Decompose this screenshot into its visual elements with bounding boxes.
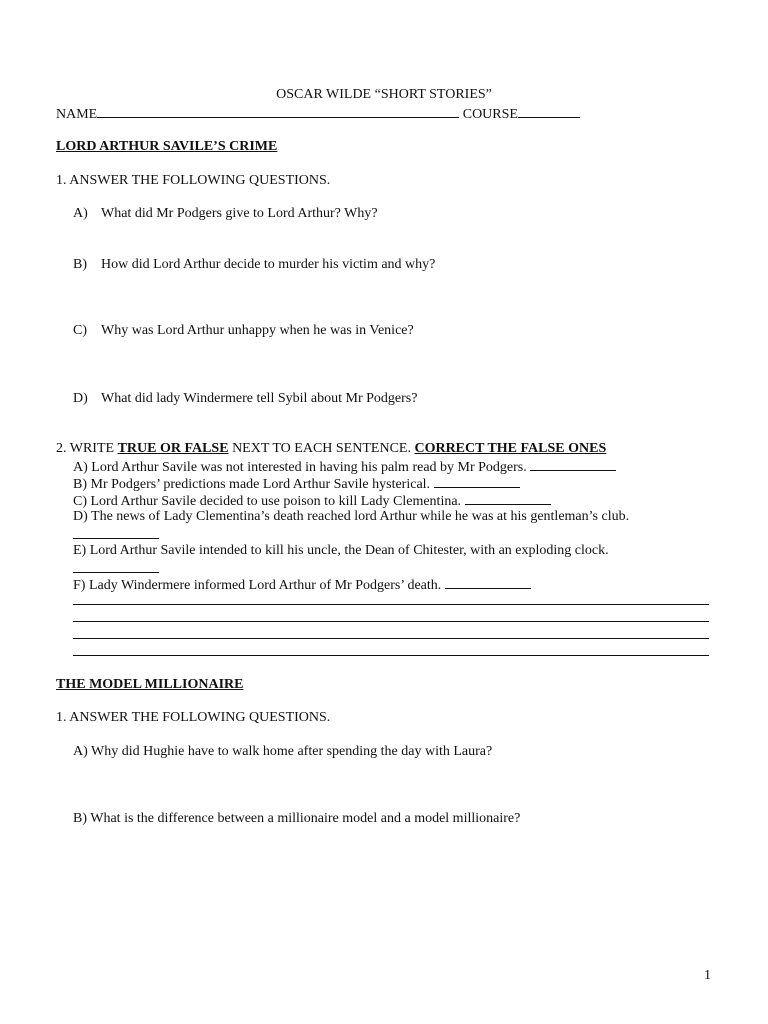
section-title-lord-arthur: LORD ARTHUR SAVILE’S CRIME bbox=[56, 139, 278, 154]
question-item: B) How did Lord Arthur decide to murder his victim and why? bbox=[73, 257, 436, 272]
question-item: A) Why did Hughie have to walk home after spending the day with Laura? bbox=[73, 744, 493, 759]
page-number: 1 bbox=[704, 968, 711, 983]
course-blank[interactable] bbox=[518, 104, 580, 118]
correction-line[interactable] bbox=[73, 621, 709, 622]
correction-line[interactable] bbox=[73, 604, 709, 605]
question-item: A) What did Mr Podgers give to Lord Arthur? Why? bbox=[73, 206, 378, 221]
name-blank[interactable] bbox=[97, 104, 459, 118]
question-heading: 1. ANSWER THE FOLLOWING QUESTIONS. bbox=[56, 710, 331, 725]
course-label: COURSE bbox=[462, 107, 518, 122]
tf-statement: B) Mr Podgers’ predictions made Lord Arthur Savile hysterical. bbox=[73, 474, 520, 493]
tf-statement: A) Lord Arthur Savile was not interested in having his palm read by Mr Podgers. bbox=[73, 457, 616, 476]
answer-blank[interactable] bbox=[465, 491, 551, 505]
correction-line[interactable] bbox=[73, 638, 709, 639]
answer-blank[interactable] bbox=[73, 559, 159, 573]
true-false-heading: 2. WRITE TRUE OR FALSE NEXT TO EACH SENTENCE. CORRECT THE FALSE ONES bbox=[56, 441, 607, 456]
section-title-model-millionaire: THE MODEL MILLIONAIRE bbox=[56, 677, 244, 692]
document-title: OSCAR WILDE “SHORT STORIES” bbox=[276, 87, 492, 102]
name-label: NAME bbox=[56, 107, 98, 122]
answer-blank[interactable] bbox=[73, 525, 159, 539]
tf-statement: E) Lord Arthur Savile intended to kill his uncle, the Dean of Chitester, with an exploding clock. bbox=[73, 543, 609, 558]
answer-blank[interactable] bbox=[434, 474, 520, 488]
tf-statement: C) Lord Arthur Savile decided to use poison to kill Lady Clementina. bbox=[73, 491, 551, 510]
tf-statement: F) Lady Windermere informed Lord Arthur of Mr Podgers’ death. bbox=[73, 575, 531, 594]
question-item: D) What did lady Windermere tell Sybil about Mr Podgers? bbox=[73, 391, 418, 406]
correction-line[interactable] bbox=[73, 655, 709, 656]
name-course-line bbox=[56, 104, 580, 123]
question-heading: 1. ANSWER THE FOLLOWING QUESTIONS. bbox=[56, 173, 331, 188]
answer-blank[interactable] bbox=[530, 457, 616, 471]
answer-blank[interactable] bbox=[445, 575, 531, 589]
question-item: B) What is the difference between a millionaire model and a model millionaire? bbox=[73, 811, 521, 826]
tf-statement: D) The news of Lady Clementina’s death reached lord Arthur while he was at his gentleman’s club. bbox=[73, 509, 630, 524]
question-item: C) Why was Lord Arthur unhappy when he was in Venice? bbox=[73, 323, 414, 338]
